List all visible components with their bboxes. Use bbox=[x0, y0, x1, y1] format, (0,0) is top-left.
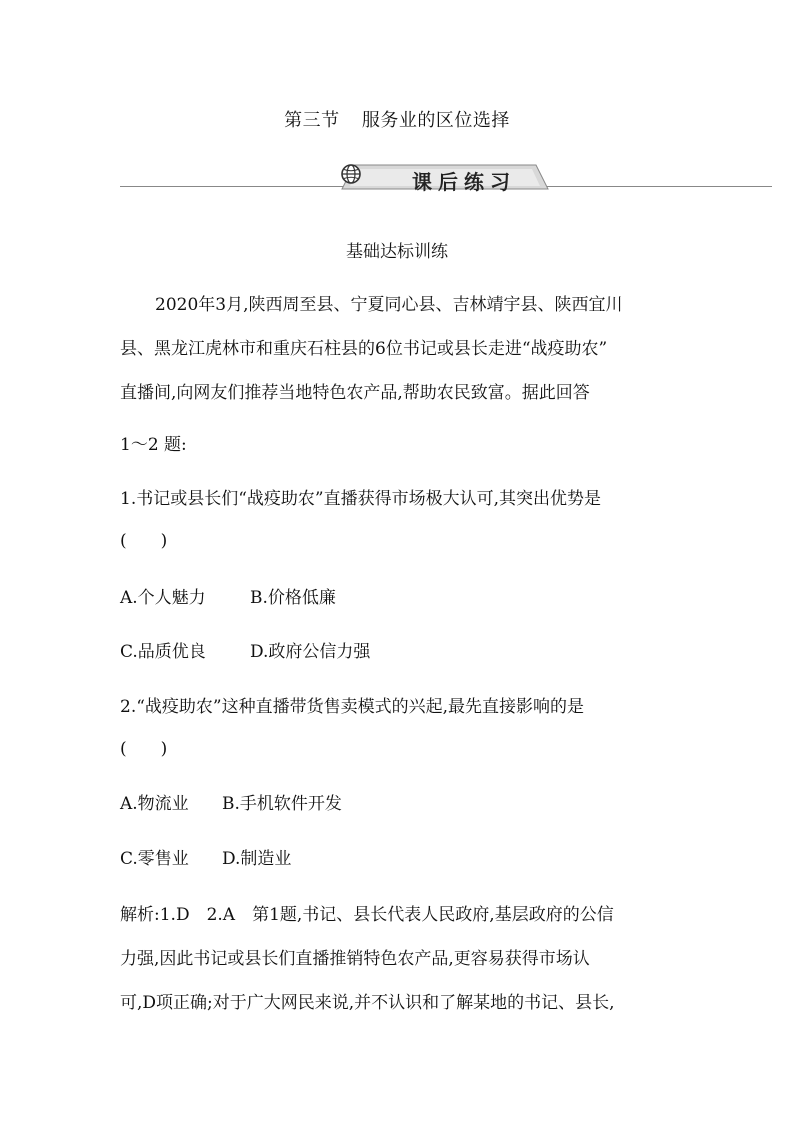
options-row bbox=[120, 637, 370, 662]
answer-blank: ( ) bbox=[120, 531, 168, 551]
section-title: 服务业的区位选择 bbox=[361, 110, 510, 131]
exercise-banner bbox=[340, 163, 550, 193]
option: B.价格低廉 bbox=[250, 588, 336, 608]
intro-line: 县、黑龙江虎林市和重庆石柱县的6位书记或县长走进“战疫助农” bbox=[120, 339, 608, 359]
option: D.政府公信力强 bbox=[250, 642, 371, 662]
option: A.物流业 bbox=[120, 794, 189, 814]
analysis-line: 解析:1.D 2.A 第1题,书记、县长代表人民政府,基层政府的公信 bbox=[120, 905, 614, 925]
section-number: 第三节 bbox=[284, 110, 340, 131]
option: C.品质优良 bbox=[120, 642, 206, 662]
intro-line: 2020年3月,陕西周至县、宁夏同心县、吉林靖宇县、陕西宜川 bbox=[155, 295, 623, 315]
option: C.零售业 bbox=[120, 849, 189, 869]
banner-label: 课后练习 bbox=[412, 170, 516, 194]
subtitle: 基础达标训练 bbox=[346, 242, 448, 262]
globe-icon bbox=[340, 163, 362, 185]
analysis-line: 力强,因此书记或县长们直播推销特色农产品,更容易获得市场认 bbox=[120, 949, 590, 969]
options-row bbox=[120, 789, 342, 814]
options-row bbox=[120, 583, 336, 608]
option: D.制造业 bbox=[222, 849, 292, 869]
intro-line: 直播间,向网友们推荐当地特色农产品,帮助农民致富。据此回答 bbox=[120, 383, 590, 403]
question-stem: 1.书记或县长们“战疫助农”直播获得市场极大认可,其突出优势是 bbox=[120, 489, 602, 509]
page-title bbox=[0, 106, 794, 132]
analysis-line: 可,D项正确;对于广大网民来说,并不认识和了解某地的书记、县长, bbox=[120, 993, 615, 1013]
answer-blank: ( ) bbox=[120, 739, 168, 759]
question-stem: 2.“战疫助农”这种直播带货售卖模式的兴起,最先直接影响的是 bbox=[120, 697, 585, 717]
option: B.手机软件开发 bbox=[222, 794, 342, 814]
intro-line: 1～2 题: bbox=[120, 435, 187, 455]
option: A.个人魅力 bbox=[120, 588, 206, 608]
options-row bbox=[120, 844, 291, 869]
